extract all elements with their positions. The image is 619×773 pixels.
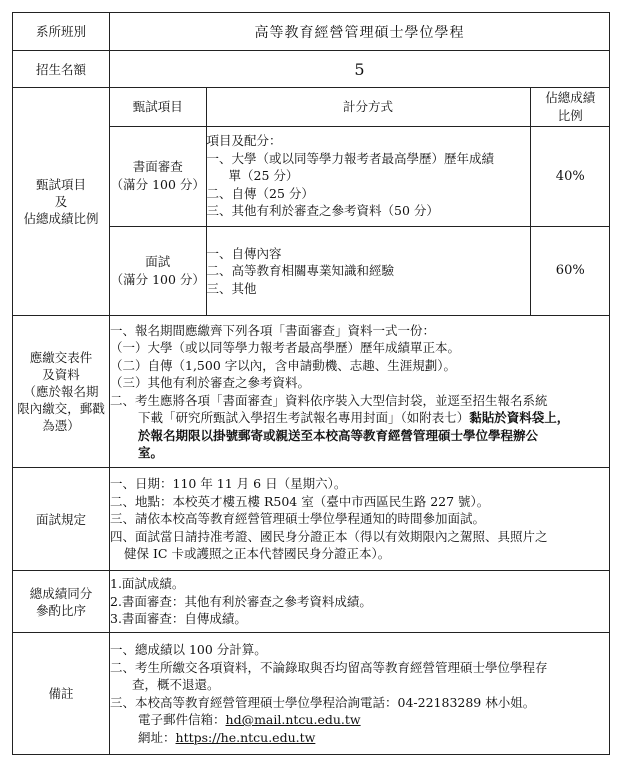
- documents-row: [13, 316, 610, 468]
- admission-table: [12, 12, 610, 755]
- documents-line-bold: 於報名期限以掛號郵寄或親送至本校高等教育經營管理碩士學位學程辦公: [138, 427, 539, 443]
- exam-header-row: [110, 88, 610, 126]
- documents-label-line: 應繳交表件: [29, 350, 93, 365]
- tie-line: 2.書面審查：其他有利於審查之參考資料成績。: [110, 593, 372, 609]
- interview-line: 一、自傳內容: [206, 245, 282, 261]
- program-label: 系所班別: [13, 13, 110, 51]
- web-link[interactable]: https://he.ntcu.edu.tw: [175, 729, 316, 745]
- documents-line: （二）自傳（1,500 字以內，含申請動機、志趣、生涯規劃）。: [110, 357, 457, 373]
- interview-rules-content: [110, 468, 610, 571]
- header-item: 甄試項目: [110, 88, 206, 126]
- documents-line-bold: 室。: [138, 445, 164, 460]
- documents-label-line: 限內繳交，郵戳: [17, 401, 105, 416]
- review-ratio: 40%: [530, 126, 610, 226]
- quota-row: [13, 51, 610, 88]
- exam-label-line: 及: [54, 194, 68, 209]
- tie-row: [13, 571, 610, 633]
- review-line: 三、其他有利於審查之參考資料（50 分）: [206, 203, 439, 219]
- exam-label: [13, 88, 110, 316]
- exam-row: [13, 88, 610, 316]
- interview-rules-label: 面試規定: [13, 468, 110, 571]
- interview-rule-line: 健保 IC 卡或護照之正本代替國民身分證正本）。: [124, 546, 391, 562]
- quota-value: 5: [110, 51, 610, 88]
- tie-line: 3.書面審查：自傳成績。: [110, 611, 247, 627]
- notes-row: [13, 633, 610, 755]
- email-link[interactable]: hd@mail.ntcu.edu.tw: [225, 712, 361, 727]
- quota-label: 招生名額: [13, 51, 110, 88]
- interview-ratio: 60%: [530, 226, 610, 315]
- web-label: 網址：: [138, 729, 176, 745]
- notes-email-line: [110, 711, 609, 729]
- review-line: 二、自傳（25 分）: [206, 185, 314, 201]
- header-ratio-line: 佔總成績: [545, 89, 596, 105]
- interview-rule-line: 三、請依本校高等教育經營管理碩士學位學程通知的時間參加面試。: [110, 511, 486, 527]
- documents-content: [110, 316, 610, 468]
- interview-rule-line: 四、面試當日請持准考證、國民身分證正本（得以有效期限內之駕照、具照片之: [110, 528, 548, 544]
- review-method: [206, 126, 530, 226]
- exam-inner-table: [110, 88, 610, 315]
- review-line: 項目及配分：: [206, 133, 282, 149]
- documents-label-line: 為憑）: [42, 418, 80, 433]
- review-line: 一、大學（或以同等學力報考者最高學歷）歷年成績: [206, 150, 495, 166]
- interview-line: 三、其他: [206, 280, 257, 296]
- review-line: 單（25 分）: [228, 168, 299, 184]
- review-name-line: （滿分 100 分）: [110, 177, 205, 192]
- tie-label-line: 總成績同分: [29, 585, 93, 601]
- tie-label: [13, 571, 110, 633]
- email-label: 電子郵件信箱：: [138, 712, 226, 727]
- notes-line: 查，概不退還。: [132, 677, 220, 692]
- exam-label-line: 佔總成績比例: [23, 211, 99, 226]
- documents-line: （三）其他有利於審查之參考資料。: [110, 375, 311, 390]
- tie-line: 1.面試成績。: [110, 576, 185, 592]
- notes-line: 三、本校高等教育經營管理碩士學位學程洽詢電話：04-22183289 林小姐。: [110, 694, 536, 710]
- interview-line: 二、高等教育相關專業知識和經驗: [206, 263, 395, 278]
- interview-name-line: （滿分 100 分）: [110, 271, 205, 287]
- header-method: 計分方式: [206, 88, 530, 126]
- review-name-line: 書面審查: [132, 159, 183, 174]
- documents-line-part: 下載「研究所甄試入學招生考試報名專用封面」（如附表七）: [138, 410, 470, 425]
- notes-content: [110, 633, 610, 755]
- notes-label: 備註: [13, 633, 110, 755]
- exam-label-line: 甄試項目: [35, 177, 86, 192]
- tie-label-line: 參酌比序: [35, 602, 86, 618]
- interview-rules-row: [13, 468, 610, 571]
- program-value: 高等教育經營管理碩士學位學程: [110, 13, 610, 51]
- documents-label: [13, 316, 110, 468]
- interview-rule-line: 二、地點：本校英才樓五樓 R504 室（臺中市西區民生路 227 號）。: [110, 493, 490, 509]
- notes-line: 一、總成績以 100 分計算。: [110, 642, 267, 657]
- documents-label-line: 及資料: [42, 367, 80, 382]
- review-name: [110, 126, 206, 226]
- interview-name: [110, 226, 206, 315]
- documents-line: 二、考生應將各項「書面審查」資料依序裝入大型信封袋，並逕至招生報名系統: [110, 392, 548, 408]
- header-ratio: [530, 88, 610, 126]
- documents-line-bold: 黏貼於資料袋上，: [469, 410, 570, 425]
- exam-detail-cell: [110, 88, 610, 316]
- tie-content: [110, 571, 610, 633]
- interview-method: [206, 226, 530, 315]
- header-ratio-line: 比例: [557, 107, 583, 123]
- review-row: [110, 126, 610, 226]
- notes-web-line: [110, 729, 609, 747]
- documents-line: （一）大學（或以同等學力報考者最高學歷）歷年成績單正本。: [110, 340, 461, 355]
- interview-row: [110, 226, 610, 315]
- interview-name-line: 面試: [145, 253, 171, 269]
- notes-line: 二、考生所繳交各項資料，不論錄取與否均留高等教育經營管理碩士學位學程存: [110, 659, 548, 675]
- interview-rule-line: 一、日期：110 年 11 月 6 日（星期六）。: [110, 476, 347, 492]
- documents-label-line: （應於報名期: [23, 384, 99, 399]
- documents-line: 一、報名期間應繳齊下列各項「書面審查」資料一式一份：: [110, 322, 436, 338]
- documents-line: [110, 409, 609, 427]
- program-row: [13, 13, 610, 51]
